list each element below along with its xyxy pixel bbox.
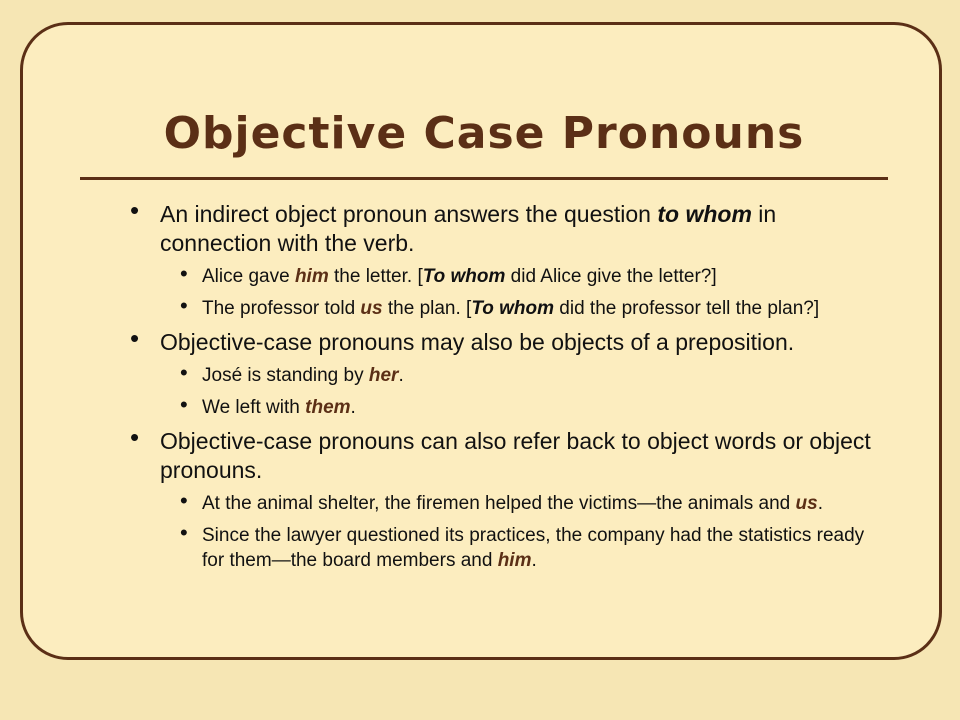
bullet-text: Objective-case pronouns can also refer back to object words or object pronouns. (160, 428, 871, 483)
bullet-text: Objective-case pronouns may also be objects of a preposition. (160, 329, 795, 355)
bullet-item (130, 422, 890, 573)
sub-bullet-item: • José is standing by her. (180, 360, 404, 386)
sub-bullet-item: • Alice gave him the letter. [To whom did Alice give the letter?] (180, 261, 717, 287)
emphasis: To whom (422, 266, 506, 287)
sub-bullet-item: • We left with them. (180, 392, 356, 418)
title-divider (80, 177, 888, 180)
sub-bullet-item: • The professor told us the plan. [To whom did the professor tell the plan?] (180, 293, 820, 319)
pronoun-emphasis: us (360, 298, 383, 319)
slide-title: Objective Case Pronouns (163, 108, 805, 159)
pronoun-emphasis: us (795, 493, 818, 514)
sub-bullet-item: • Since the lawyer questioned its practices, the company had the statistics ready for them—the board members and him. (180, 520, 865, 571)
bullet-icon: • (130, 195, 140, 225)
pronoun-emphasis: them (305, 397, 351, 418)
bullet-icon: • (180, 488, 188, 513)
bullet-item (130, 323, 890, 420)
pronoun-emphasis: her (368, 365, 399, 386)
emphasis: to whom (657, 201, 752, 227)
bullet-icon: • (180, 392, 188, 417)
sub-bullet-item: • At the animal shelter, the firemen helped the victims—the animals and us. (180, 488, 823, 514)
bullet-icon: • (180, 360, 188, 385)
bullet-icon: • (130, 323, 140, 353)
bullet-icon: • (130, 422, 140, 452)
sub-bullet-list (160, 360, 890, 420)
emphasis: To whom (471, 298, 555, 319)
bullet-icon: • (180, 261, 188, 286)
pronoun-emphasis: him (294, 266, 329, 287)
bullet-text: An indirect object pronoun answers the question to whom in connection with the verb. (160, 201, 777, 256)
bullet-item (130, 195, 890, 321)
bullet-icon: • (180, 520, 188, 545)
sub-bullet-list (160, 488, 890, 573)
pronoun-emphasis: him (497, 550, 532, 571)
sub-bullet-list (160, 261, 890, 321)
slide-content (130, 195, 890, 580)
bullet-list (130, 195, 890, 573)
bullet-icon: • (180, 293, 188, 318)
